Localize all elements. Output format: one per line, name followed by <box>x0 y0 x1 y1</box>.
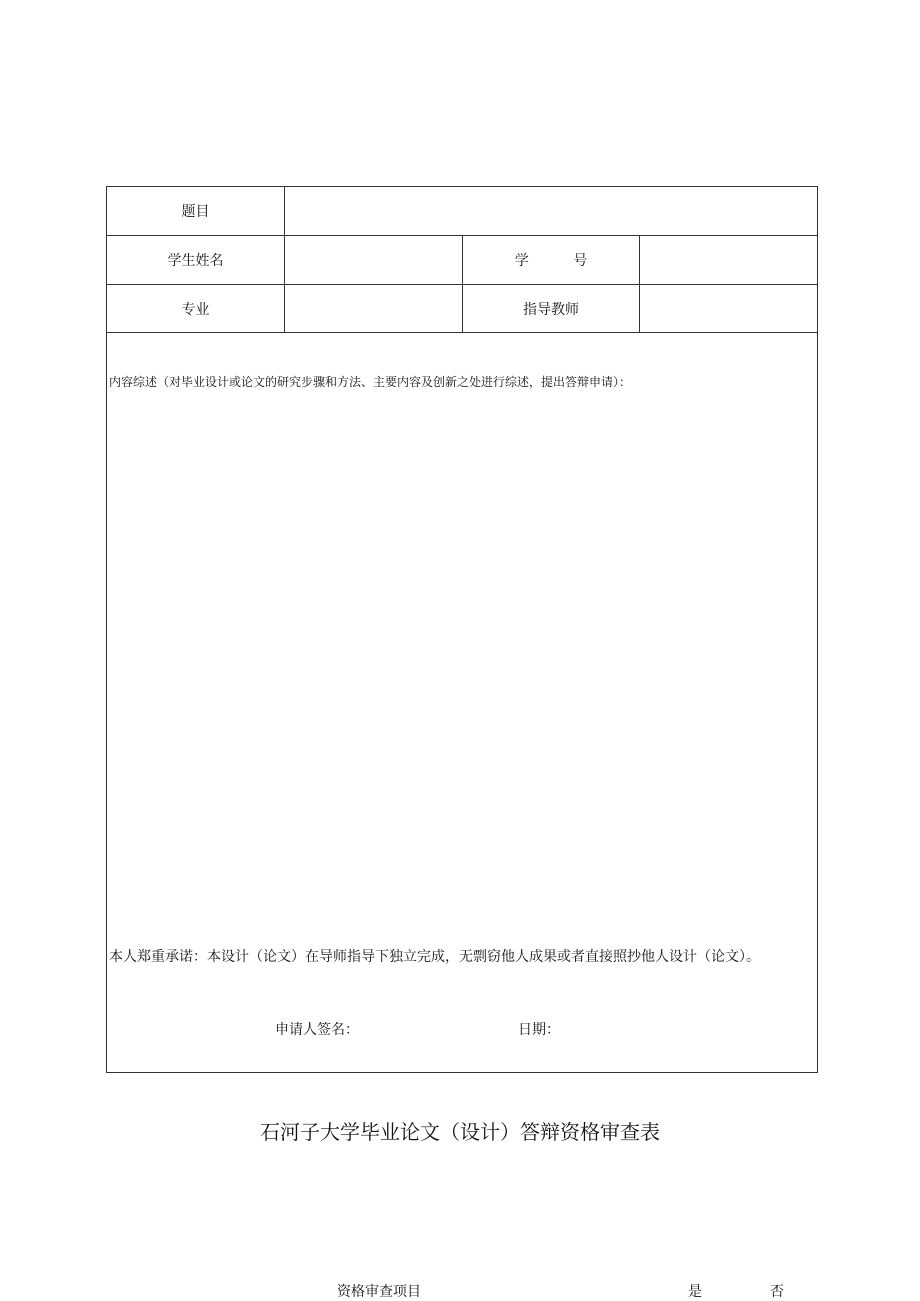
date-label: 日期： <box>518 1022 560 1038</box>
review-no-header: 否 <box>770 1284 784 1300</box>
date-field[interactable] <box>567 1013 717 1039</box>
review-item-header: 资格审查项目 <box>337 1284 421 1300</box>
applicant-signature-field[interactable] <box>367 1013 497 1039</box>
summary-field[interactable] <box>107 397 817 937</box>
major-label: 专业 <box>181 301 210 318</box>
topic-field[interactable] <box>285 187 817 235</box>
advisor-field[interactable] <box>640 285 817 332</box>
summary-label: 内容综述（对毕业设计或论文的研究步骤和方法、主要内容及创新之处进行综述，提出答辩申请）： <box>109 375 632 389</box>
major-field[interactable] <box>285 285 462 332</box>
student-id-label: 学 号 <box>514 253 588 269</box>
student-id-field[interactable] <box>640 236 817 284</box>
row-divider <box>107 332 817 333</box>
application-form-table <box>106 186 818 1073</box>
advisor-label: 指导教师 <box>523 301 579 318</box>
topic-label: 题目 <box>181 204 210 220</box>
applicant-signature-label: 申请人签名： <box>275 1022 359 1038</box>
pledge-text: 本人郑重承诺：本设计（论文）在导师指导下独立完成，无剽窃他人成果或者直接照抄他人设计（论文）。 <box>109 949 760 965</box>
review-yes-header: 是 <box>688 1284 702 1300</box>
page-title: 石河子大学毕业论文（设计）答辩资格审查表 <box>260 1120 660 1144</box>
student-name-label: 学生姓名 <box>167 253 224 269</box>
student-name-field[interactable] <box>285 236 462 284</box>
